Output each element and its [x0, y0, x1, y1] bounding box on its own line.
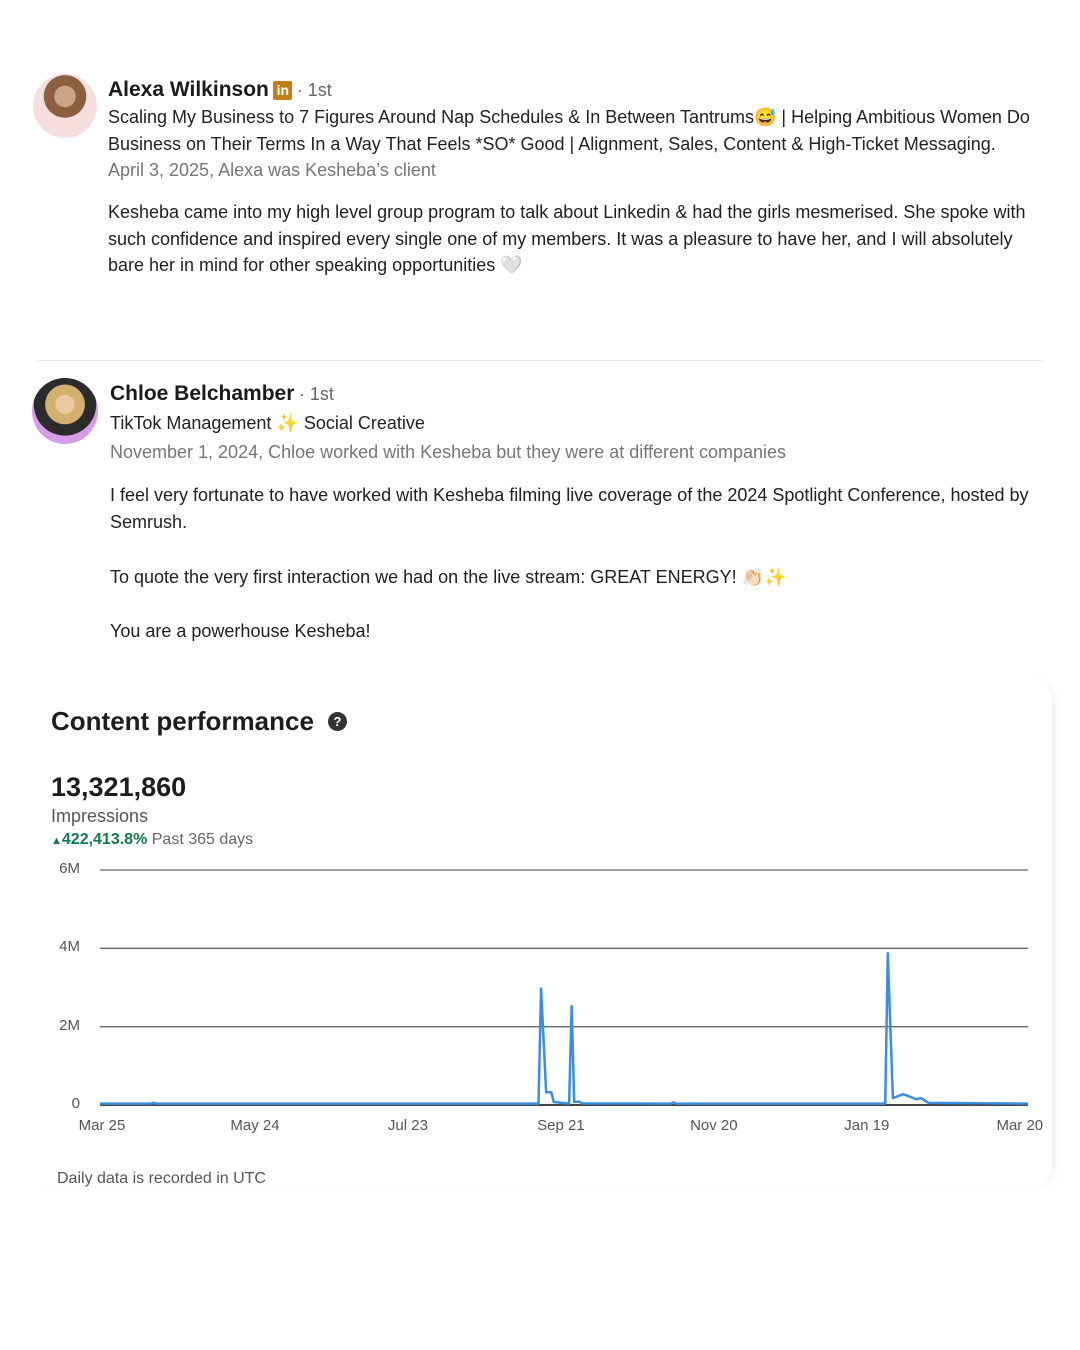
recommendation-meta: November 1, 2024, Chloe worked with Kesheba but they were at different companies	[110, 441, 787, 462]
period-label: Past 365 days	[151, 831, 254, 848]
recommendation-text: I feel very fortunate to have worked with Kesheba filming live coverage of the 2024 Spotlight Conference, hosted by Semrush.	[110, 484, 1029, 532]
recommender-headline: Scaling My Business to 7 Figures Around Nap Schedules & In Between Tantrums😅 | Helping Ambitious Women Do Business on Their Terms In a Way That Feels *SO* Good | Alignment, Sales, Content & High-Ticket Messaging.	[108, 107, 1030, 154]
recommendation-text: Kesheba came into my high level group program to talk about Linkedin & had the girls mesmerised. She spoke with such confidence and inspired every single one of my members. It was a pleasure to have her, and I will absolutely bare her in mind for other speaking opportunities 🤍	[108, 202, 1026, 275]
x-tick-label: Sep 21	[537, 1117, 585, 1134]
y-tick-label: 0	[71, 1095, 80, 1112]
x-tick-label: May 24	[230, 1117, 280, 1134]
recommendation-meta: April 3, 2025, Alexa was Kesheba’s client	[108, 160, 436, 180]
recommender-name[interactable]: Alexa Wilkinson	[108, 78, 269, 101]
x-tick-label: Jan 19	[844, 1117, 890, 1134]
recommendation-text: To quote the very first interaction we had on the live stream: GREAT ENERGY! 👏🏻✨	[110, 566, 787, 587]
recommender-name[interactable]: Chloe Belchamber	[110, 382, 295, 405]
x-tick-label: Nov 20	[690, 1117, 738, 1134]
divider	[38, 360, 1042, 361]
avatar-chloe[interactable]	[32, 378, 98, 444]
y-tick-label: 2M	[59, 1016, 80, 1034]
footnote: Daily data is recorded in UTC	[57, 1170, 266, 1187]
y-tick-label: 6M	[59, 860, 80, 877]
x-tick-label: Mar 20	[996, 1117, 1044, 1134]
change-percent: 422,413.8%	[61, 831, 148, 848]
impressions-total: 13,321,860	[51, 772, 187, 802]
metric-label: Impressions	[51, 806, 149, 826]
content-performance-card	[20, 678, 1052, 1190]
section-title: Content performance	[51, 706, 314, 736]
connection-degree: · 1st	[298, 384, 334, 404]
connection-degree: · 1st	[296, 80, 332, 100]
question-circle-icon[interactable]: ?	[328, 712, 347, 731]
linkedin-icon: in	[273, 81, 292, 100]
avatar-alexa[interactable]	[33, 74, 97, 138]
recommendation-text: You are a powerhouse Kesheba!	[110, 621, 371, 641]
y-tick-label: 4M	[59, 938, 80, 956]
recommendation-item	[108, 78, 1048, 279]
x-tick-label: Jul 23	[387, 1117, 428, 1134]
recommendation-item	[110, 382, 1050, 645]
x-tick-label: Mar 25	[78, 1117, 126, 1134]
up-arrow-icon: ▲	[51, 835, 62, 847]
recommender-headline: TikTok Management ✨ Social Creative	[110, 413, 425, 433]
